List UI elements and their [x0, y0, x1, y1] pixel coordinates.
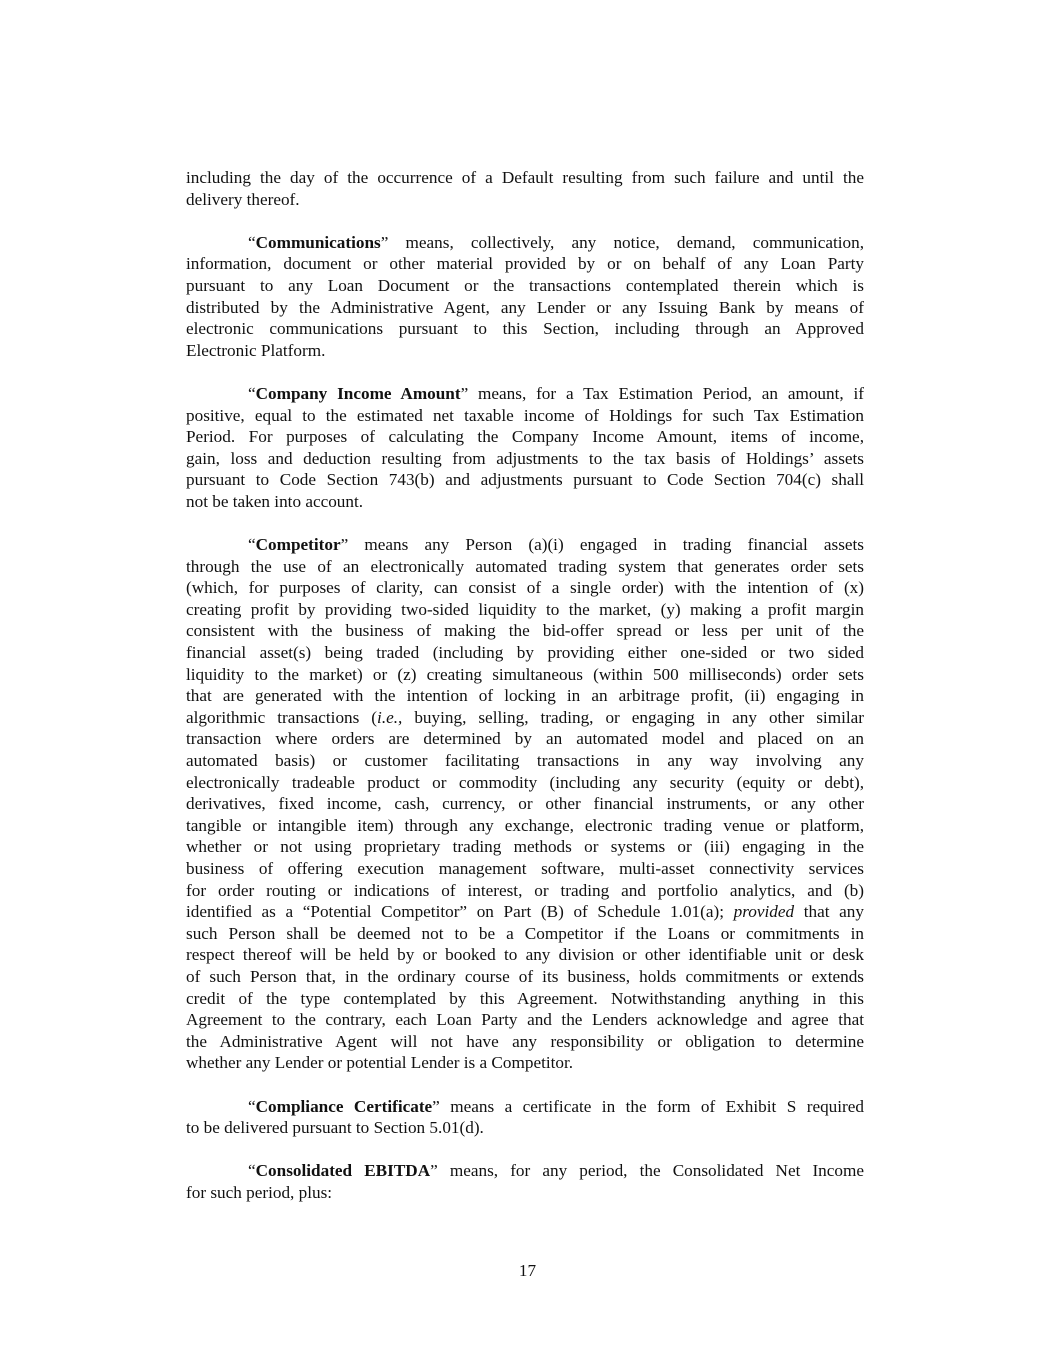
text-line — [186, 1160, 864, 1182]
text-line — [186, 232, 864, 254]
text-line — [186, 1009, 864, 1031]
page-number: 17 — [518, 1261, 537, 1280]
text-run: business of offering execution management software, multi-asset connectivity services — [186, 859, 864, 878]
text-line — [186, 728, 864, 750]
text-line — [186, 685, 864, 707]
text-line — [186, 1117, 864, 1139]
text-run: the Administrative Agent will not have any responsibility or obligation to determine — [186, 1031, 864, 1051]
text-line — [186, 534, 864, 556]
italic-text: i.e., — [377, 707, 403, 727]
text-run: Period. For purposes of calculating the Company Income Amount, items of income, — [186, 427, 864, 447]
text-run: “ — [248, 383, 256, 403]
paragraph — [186, 1096, 864, 1139]
text-run: credit of the type contemplated by this Agreement. Notwithstanding anything in this — [186, 988, 864, 1008]
text-run: “ — [248, 535, 256, 555]
text-run: “ — [248, 232, 256, 252]
text-run: respect thereof will be held by or booked to any division or other identifiable unit or desk — [186, 945, 864, 965]
text-line — [186, 664, 864, 686]
text-line — [186, 167, 864, 189]
text-line — [186, 469, 864, 491]
text-line — [186, 750, 864, 772]
text-run: transaction where orders are determined by an automated model and placed on an — [186, 729, 864, 749]
text-line — [186, 556, 864, 578]
paragraph — [186, 1160, 864, 1203]
text-run: ” means a certificate in the form of Exhibit S required — [432, 1096, 864, 1116]
text-run: that are generated with the intention of locking in an arbitrage profit, (ii) engaging in — [186, 686, 864, 706]
text-line — [186, 275, 864, 297]
text-run: electronic communications pursuant to this Section, including through an Approved — [186, 319, 864, 339]
text-line — [186, 491, 864, 513]
text-run: including the day of the occurrence of a Default resulting from such failure and until the — [186, 168, 864, 187]
text-line — [186, 1031, 864, 1053]
text-line — [186, 815, 864, 837]
text-run: creating profit by providing two-sided liquidity to the market, (y) making a profit margin — [186, 599, 864, 619]
text-run: derivatives, fixed income, cash, currency, or other financial instruments, or any other — [186, 794, 864, 814]
text-line — [186, 189, 864, 211]
text-run: ” means, collectively, any notice, demand, communication, — [380, 232, 864, 252]
text-line — [186, 966, 864, 988]
text-line — [186, 988, 864, 1010]
text-line — [186, 642, 864, 664]
text-run: whether any Lender or potential Lender is a Competitor. — [186, 1053, 574, 1073]
text-line — [186, 1052, 864, 1074]
text-run: tangible or intangible item) through any exchange, electronic trading venue or platform, — [186, 815, 864, 835]
text-run: distributed by the Administrative Agent, any Lender or any Issuing Bank by means of — [186, 297, 864, 317]
text-run: pursuant to Code Section 743(b) and adjustments pursuant to Code Section 704(c) shall — [186, 470, 864, 490]
text-run: gain, loss and deduction resulting from adjustments to the tax basis of Holdings’ assets — [186, 448, 864, 468]
text-run: ” means any Person (a)(i) engaged in trading financial assets — [340, 535, 864, 555]
text-line — [186, 707, 864, 729]
italic-text: provided — [733, 902, 795, 922]
text-line — [186, 253, 864, 275]
text-run: whether or not using proprietary trading methods or systems or (iii) engaging in the — [186, 837, 864, 857]
text-line — [186, 405, 864, 427]
text-run: that any — [794, 902, 864, 922]
text-line — [186, 858, 864, 880]
text-run: algorithmic transactions ( — [186, 707, 378, 727]
document-body — [186, 167, 864, 1225]
text-run: delivery thereof. — [186, 189, 300, 209]
text-run: consistent with the business of making the bid-offer spread or less per unit of the — [186, 621, 864, 641]
text-line — [186, 318, 864, 340]
paragraph — [186, 534, 864, 1074]
text-run: for order routing or indications of interest, or trading and portfolio analytics, and (b) — [186, 880, 864, 900]
text-run: ” means, for any period, the Consolidated Net Income — [430, 1161, 864, 1181]
paragraph — [186, 232, 864, 362]
text-run: automated basis) or customer facilitating transactions in any way involving any — [186, 751, 864, 771]
text-run: liquidity to the market) or (z) creating simultaneous (within 500 milliseconds) order sets — [186, 664, 864, 684]
defined-term: Compliance Certificate — [255, 1096, 433, 1116]
defined-term: Competitor — [255, 535, 341, 555]
text-run: ” means, for a Tax Estimation Period, an amount, if — [460, 383, 864, 403]
text-run: information, document or other material provided by or on behalf of any Loan Party — [186, 254, 864, 274]
text-run: such Person shall be deemed not to be a Competitor if the Loans or commitments in — [186, 923, 864, 943]
text-line — [186, 426, 864, 448]
text-run: not be taken into account. — [186, 491, 364, 511]
text-line — [186, 923, 864, 945]
text-run: financial asset(s) being traded (including by providing either one-sided or two sided — [186, 643, 864, 663]
defined-term: Company Income Amount — [255, 383, 461, 403]
text-run: of such Person that, in the ordinary course of its business, holds commitments or extends — [186, 966, 864, 986]
text-line — [186, 340, 864, 362]
text-run: “ — [248, 1161, 256, 1181]
text-line — [186, 944, 864, 966]
text-run: for such period, plus: — [186, 1182, 333, 1202]
text-line — [186, 880, 864, 902]
text-line — [186, 901, 864, 923]
defined-term: Communications — [255, 232, 381, 252]
defined-term: Consolidated EBITDA — [255, 1161, 431, 1181]
text-line — [186, 297, 864, 319]
text-run: pursuant to any Loan Document or the transactions contemplated therein which is — [186, 275, 864, 295]
paragraph — [186, 167, 864, 210]
text-run: identified as a “Potential Competitor” on Part (B) of Schedule 1.01(a); — [186, 902, 734, 922]
text-run: through the use of an electronically automated trading system that generates order sets — [186, 556, 864, 576]
text-run: “ — [248, 1096, 256, 1116]
text-run: to be delivered pursuant to Section 5.01(d). — [186, 1118, 484, 1138]
text-run: Agreement to the contrary, each Loan Party and the Lenders acknowledge and agree that — [186, 1010, 864, 1030]
text-line — [186, 620, 864, 642]
text-line — [186, 1096, 864, 1118]
text-line — [186, 836, 864, 858]
text-run: buying, selling, trading, or engaging in any other similar — [402, 707, 864, 727]
text-run: (which, for purposes of clarity, can consist of a single order) with the intention of (x) — [186, 578, 864, 598]
text-line — [186, 577, 864, 599]
paragraph — [186, 383, 864, 513]
text-line — [186, 793, 864, 815]
text-line — [186, 1182, 864, 1204]
text-line — [186, 448, 864, 470]
text-line — [186, 599, 864, 621]
text-run: electronically tradeable product or commodity (including any security (equity or debt), — [186, 772, 864, 792]
text-run: positive, equal to the estimated net taxable income of Holdings for such Tax Estimation — [186, 405, 864, 425]
text-line — [186, 383, 864, 405]
text-line — [186, 772, 864, 794]
text-run: Electronic Platform. — [186, 340, 326, 360]
